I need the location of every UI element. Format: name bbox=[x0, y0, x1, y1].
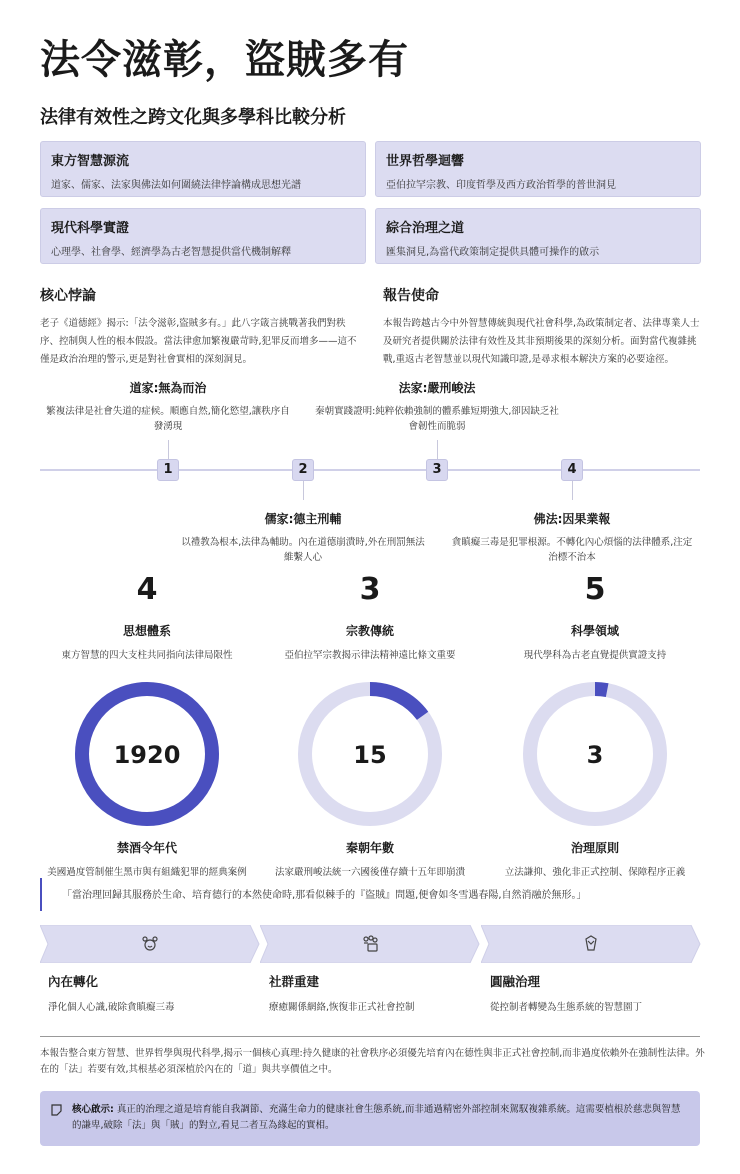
mission-title: 報告使命 bbox=[383, 288, 439, 304]
stat-label: 思想體系 bbox=[122, 624, 171, 638]
timeline-item-buddhism bbox=[447, 510, 697, 565]
timeline-desc: 秦朝實踐證明:純粹依賴強制的體系雖短期強大,卻因缺乏社會韌性而脆弱 bbox=[315, 406, 559, 432]
step-chevron bbox=[40, 925, 260, 963]
ring-desc: 立法謙抑、強化非正式控制、保障程序正義 bbox=[504, 867, 686, 878]
page-subtitle: 法律有效性之跨文化與多學科比較分析 bbox=[40, 107, 346, 128]
step-desc: 淨化個人心識,破除貪瞋癡三毒 bbox=[48, 1002, 175, 1013]
card-title: 綜合治理之道 bbox=[386, 221, 465, 236]
callout-text: 真正的治理之道是培育能自我調節、充滿生命力的健康社會生態系統,而非通過精密外部控制來駕馭複雜系統。這需要植根於慈悲與智慧的謙卑,破除「法」與「賊」的對立,看見二者互為緣起的實相。 bbox=[72, 1104, 681, 1131]
ring-desc: 法家嚴刑峻法統一六國後僅存續十五年即崩潰 bbox=[274, 867, 465, 878]
card-world-philosophy bbox=[375, 141, 701, 197]
quote-block: 「當治理回歸其服務於生命、培育德行的本然使命時,那看似棘手的『盜賊』問題,便會如冬雪遇春陽,自然消融於無形。」 bbox=[40, 878, 700, 911]
stat-desc: 東方智慧的四大支柱共同指向法律局限性 bbox=[61, 650, 233, 661]
stat-label: 宗教傳統 bbox=[345, 624, 394, 638]
timeline-title: 法家:嚴刑峻法 bbox=[398, 381, 476, 395]
timeline-item-daoism bbox=[43, 379, 293, 434]
summary-text: 本報告整合東方智慧、世界哲學與現代科學,揭示一個核心真理:持久健康的社會秩序必須優先培育內在德性與非正式社會控制,而非過度依賴外在強制性法律。外在的「法」若要有效,其根基必須深植於內在的「道」與共享價值之中。 bbox=[40, 1048, 705, 1075]
stat-thought-systems bbox=[32, 572, 262, 878]
step-title: 社群重建 bbox=[269, 974, 320, 989]
card-title: 現代科學實證 bbox=[51, 221, 130, 236]
card-title: 世界哲學迴響 bbox=[386, 154, 465, 169]
step-harmonious-governance bbox=[490, 972, 642, 1013]
step-title: 圓融治理 bbox=[490, 974, 541, 989]
core-paradox-title: 核心悖論 bbox=[40, 288, 96, 304]
timeline-connector bbox=[303, 481, 304, 500]
timeline-desc: 繁複法律是社會失道的症候。順應自然,簡化慾望,讓秩序自發湧現 bbox=[46, 406, 290, 432]
step-desc: 從控制者轉變為生態系統的智慧園丁 bbox=[490, 1002, 643, 1013]
timeline-node-4: 4 bbox=[561, 459, 583, 481]
donut-value: 15 bbox=[353, 741, 387, 769]
stat-number: 5 bbox=[584, 572, 606, 607]
page-title: 法令滋彰，盜賊多有 bbox=[40, 37, 409, 83]
card-desc: 道家、儒家、法家與佛法如何圍繞法律悖論構成思想光譜 bbox=[51, 180, 301, 191]
donut-chart bbox=[72, 679, 222, 829]
timeline-node-2: 2 bbox=[292, 459, 314, 481]
timeline-item-legalism bbox=[312, 379, 562, 434]
timeline-connector bbox=[437, 440, 438, 459]
timeline-title: 佛法:因果業報 bbox=[533, 512, 611, 526]
mission-text: 本報告跨越古今中外智慧傳統與現代社會科學,為政策制定者、法律專業人士及研究者提供關於法律有效性及其非預期後果的深刻分析。面對當代複雜挑戰,重返古老智慧並以現代知識印證,是尋求根本解決方案的必要途徑。 bbox=[383, 318, 700, 365]
stat-desc: 亞伯拉罕宗教揭示律法精神遠比條文重要 bbox=[284, 650, 456, 661]
divider bbox=[40, 1036, 700, 1037]
stat-label: 科學領域 bbox=[570, 624, 619, 638]
ring-label: 秦朝年數 bbox=[345, 841, 394, 855]
donut-chart bbox=[520, 679, 670, 829]
stat-science-fields bbox=[480, 572, 710, 878]
card-title: 東方智慧源流 bbox=[51, 154, 130, 169]
card-eastern-wisdom bbox=[40, 141, 366, 197]
card-desc: 匯集洞見,為當代政策制定提供具體可操作的啟示 bbox=[386, 247, 600, 258]
core-paradox-section bbox=[40, 285, 360, 369]
stat-religious-traditions bbox=[255, 572, 485, 878]
ring-label: 治理原則 bbox=[570, 841, 619, 855]
timeline-node-3: 3 bbox=[426, 459, 448, 481]
ring-desc: 美國過度管制催生黑市與有組織犯罪的經典案例 bbox=[47, 867, 247, 878]
note-icon bbox=[51, 1104, 62, 1116]
card-desc: 亞伯拉罕宗教、印度哲學及西方政治哲學的普世洞見 bbox=[386, 180, 616, 191]
step-community-rebuild bbox=[269, 972, 415, 1013]
stat-desc: 現代學科為古老直覺提供實證支持 bbox=[523, 650, 667, 661]
donut-value: 3 bbox=[586, 741, 604, 769]
core-paradox-text: 老子《道德經》揭示:「法令滋彰,盜賊多有。」此八字箴言挑戰著我們對秩序、控制與人性的根本假設。當法律愈加繁複嚴苛時,犯罪反而增多——這不僅是政治治理的警示,更是對社會實相的深刻洞見。 bbox=[40, 318, 357, 365]
timeline-desc: 貪瞋癡三毒是犯罪根源。不轉化內心煩惱的法律體系,注定治標不治本 bbox=[451, 537, 693, 563]
timeline-title: 儒家:德主刑輔 bbox=[264, 512, 342, 526]
timeline-item-confucianism bbox=[178, 510, 428, 565]
stat-number: 3 bbox=[359, 572, 381, 607]
step-chevron bbox=[260, 925, 480, 963]
step-desc: 療癒關係網絡,恢復非正式社會控制 bbox=[269, 1002, 415, 1013]
timeline-line bbox=[40, 469, 700, 471]
key-insight-callout bbox=[40, 1091, 700, 1146]
timeline-connector bbox=[168, 440, 169, 459]
step-chevron bbox=[481, 925, 701, 963]
callout-label: 核心啟示: bbox=[72, 1104, 114, 1115]
mission-section bbox=[383, 285, 703, 369]
donut-chart bbox=[295, 679, 445, 829]
step-inner-transformation bbox=[48, 972, 175, 1013]
timeline-title: 道家:無為而治 bbox=[129, 381, 207, 395]
timeline-node-1: 1 bbox=[157, 459, 179, 481]
stat-number: 4 bbox=[136, 572, 158, 607]
timeline-desc: 以禮教為根本,法律為輔助。內在道德崩潰時,外在刑罰無法維繫人心 bbox=[181, 537, 425, 563]
card-desc: 心理學、社會學、經濟學為古老智慧提供當代機制解釋 bbox=[51, 247, 291, 258]
card-modern-science bbox=[40, 208, 366, 264]
card-governance bbox=[375, 208, 701, 264]
ring-label: 禁酒令年代 bbox=[116, 841, 177, 855]
timeline-connector bbox=[572, 481, 573, 500]
donut-value: 1920 bbox=[113, 741, 181, 769]
step-title: 內在轉化 bbox=[48, 974, 99, 989]
